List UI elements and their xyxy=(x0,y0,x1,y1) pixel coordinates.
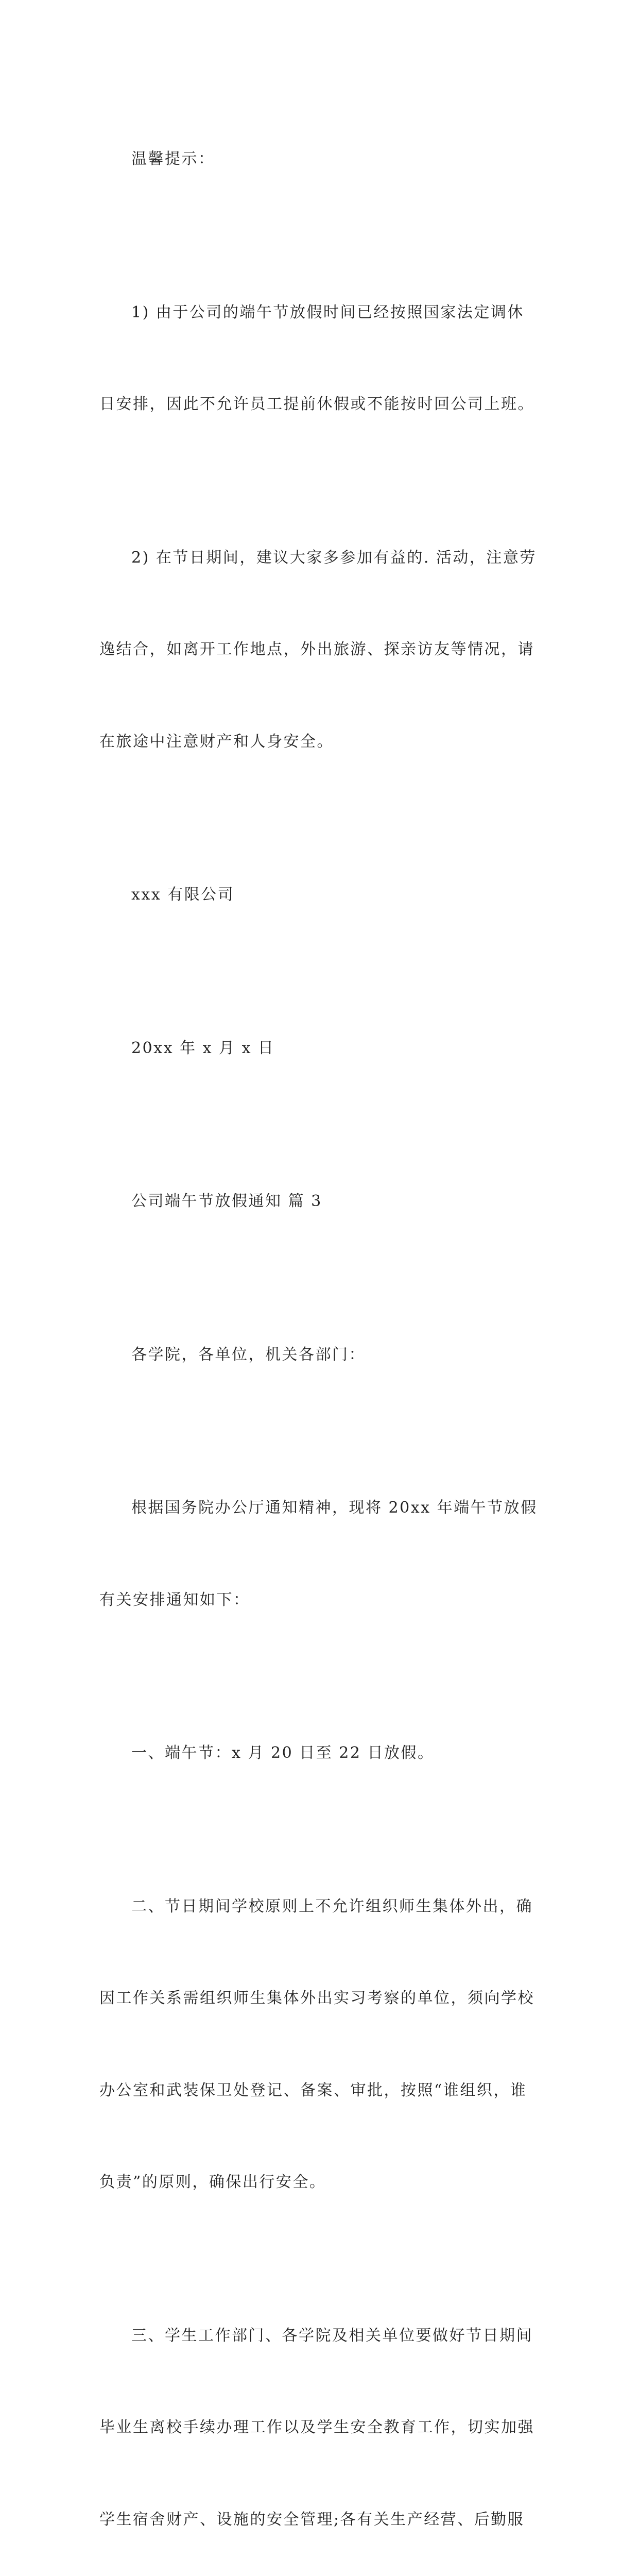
salutation xyxy=(99,1278,542,1432)
text-line: 20xx 年 x 月 x 日 xyxy=(99,1033,542,1064)
document-body xyxy=(99,82,542,2576)
text-line: 三、学生工作部门、各学院及相关单位要做好节日期间 xyxy=(99,2320,542,2351)
text-line: 公司端午节放假通知 篇 3 xyxy=(99,1186,542,1217)
text-line: 日安排，因此不允许员工提前休假或不能按时回公司上班。 xyxy=(99,389,542,420)
paragraph-item-3 xyxy=(99,2259,542,2576)
section-title xyxy=(99,1125,542,1278)
text-line: 温馨提示： xyxy=(99,144,542,175)
text-line: 2) 在节日期间，建议大家多参加有益的. 活动，注意劳 xyxy=(99,543,542,573)
text-line: 学生宿舍财产、设施的安全管理;各有关生产经营、后勤服 xyxy=(99,2504,542,2535)
text-line: 在旅途中注意财产和人身安全。 xyxy=(99,726,542,757)
paragraph-item-2 xyxy=(99,1830,542,2259)
text-line: 负责”的原则，确保出行安全。 xyxy=(99,2167,542,2198)
text-line: 因工作关系需组织师生集体外出实习考察的单位，须向学校 xyxy=(99,1983,542,2014)
paragraph-item-1 xyxy=(99,1676,542,1830)
text-line: 1) 由于公司的端午节放假时间已经按照国家法定调休 xyxy=(99,297,542,328)
paragraph-tip-heading xyxy=(99,82,542,236)
paragraph-tip-1 xyxy=(99,236,542,481)
text-line: 有关安排通知如下： xyxy=(99,1585,542,1616)
text-line: 逸结合，如离开工作地点，外出旅游、探亲访友等情况，请 xyxy=(99,634,542,665)
text-line: xxx 有限公司 xyxy=(99,879,542,910)
notice-date xyxy=(99,972,542,1125)
company-name xyxy=(99,818,542,972)
paragraph-intro xyxy=(99,1431,542,1676)
text-line: 根据国务院办公厅通知精神，现将 20xx 年端午节放假 xyxy=(99,1493,542,1523)
text-line: 办公室和武装保卫处登记、备案、审批，按照“谁组织，谁 xyxy=(99,2075,542,2106)
text-line: 毕业生离校手续办理工作以及学生安全教育工作，切实加强 xyxy=(99,2412,542,2443)
text-line: 一、端午节：x 月 20 日至 22 日放假。 xyxy=(99,1738,542,1769)
paragraph-tip-2 xyxy=(99,481,542,819)
document-page xyxy=(0,0,639,904)
text-line: 各学院，各单位，机关各部门： xyxy=(99,1340,542,1370)
text-line: 二、节日期间学校原则上不允许组织师生集体外出，确 xyxy=(99,1891,542,1922)
